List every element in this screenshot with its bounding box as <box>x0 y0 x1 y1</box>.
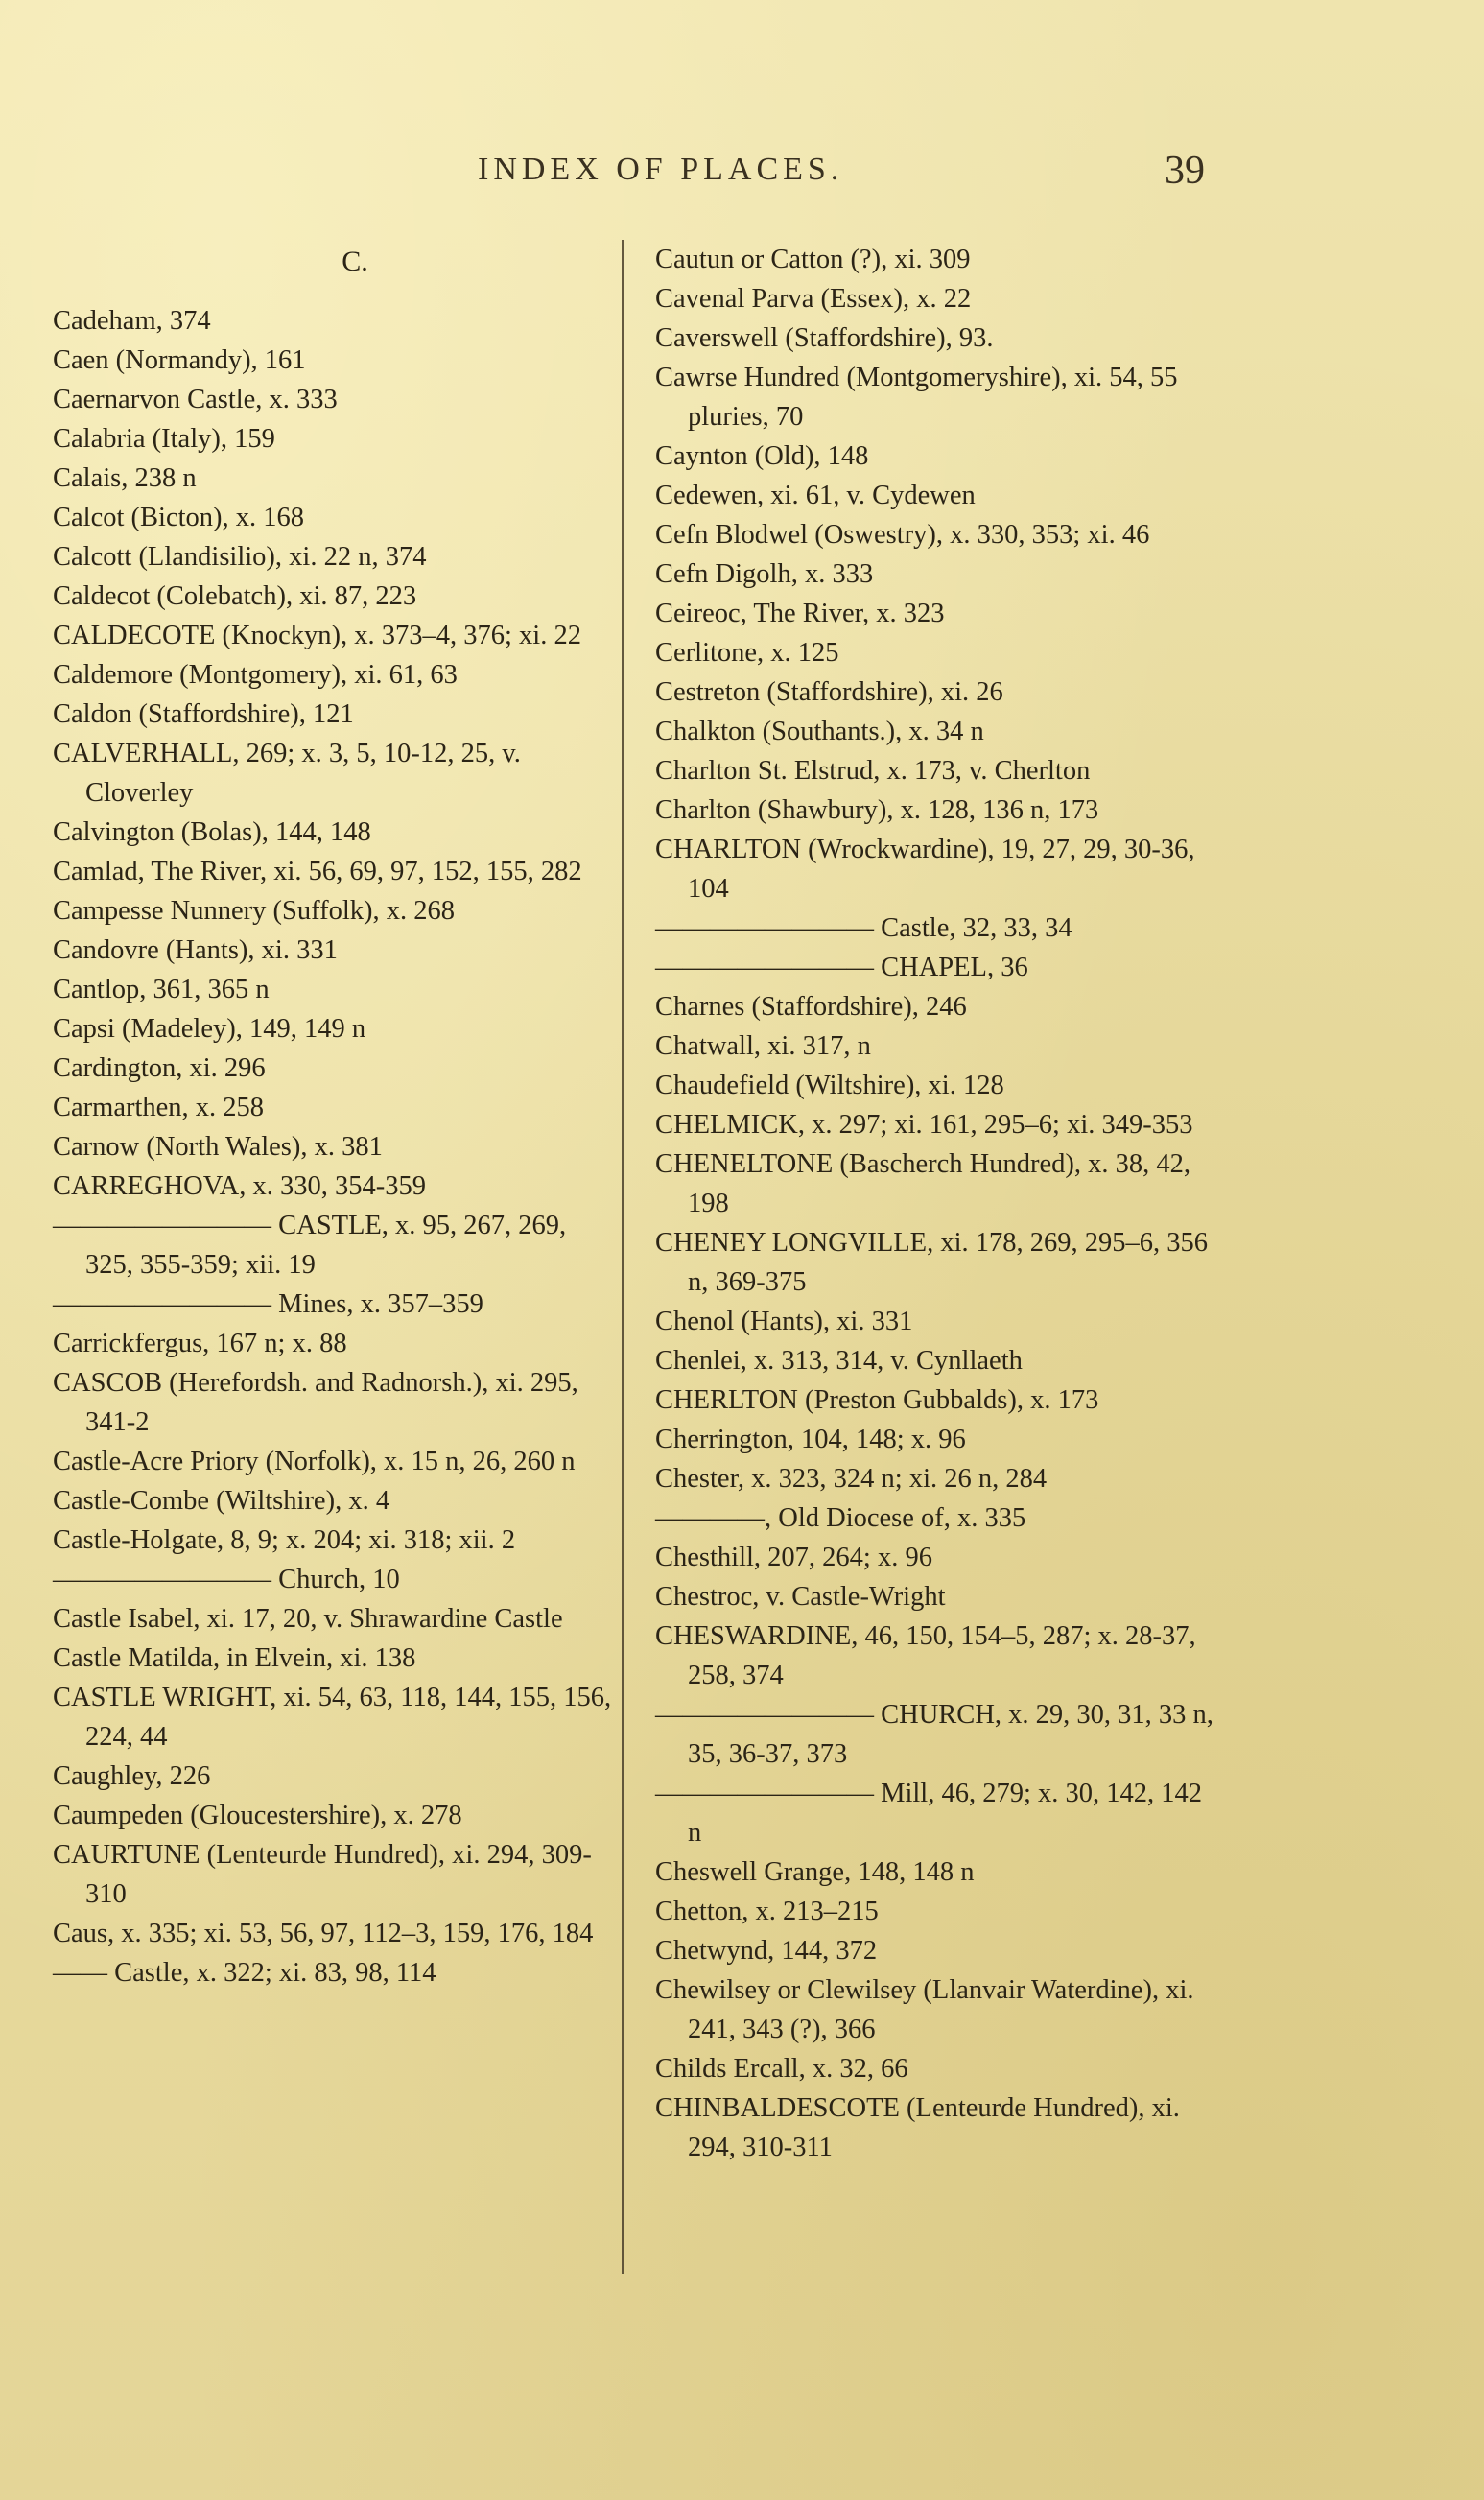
index-entry: Chetwynd, 144, 372 <box>655 1936 878 1966</box>
column-divider <box>622 240 624 2274</box>
index-entry: CALVERHALL, 269; x. 3, 5, 10-12, 25, v. Cloverley <box>53 739 521 808</box>
index-entry: Caldon (Staffordshire), 121 <box>53 699 354 729</box>
index-entry: Caus, x. 335; xi. 53, 56, 97, 112–3, 159, 176, 184 <box>53 1919 594 1948</box>
index-entry: Candovre (Hants), xi. 331 <box>53 935 338 965</box>
index-entry: Calvington (Bolas), 144, 148 <box>53 817 371 847</box>
index-entry: Caldemore (Montgomery), xi. 61, 63 <box>53 660 458 690</box>
index-entry: Cherrington, 104, 148; x. 96 <box>655 1425 966 1454</box>
index-entry: Caen (Normandy), 161 <box>53 345 306 375</box>
page-header <box>0 149 1484 200</box>
index-entry: Cefn Blodwel (Oswestry), x. 330, 353; xi. 46 <box>655 520 1150 550</box>
index-entry: Castle Matilda, in Elvein, xi. 138 <box>53 1643 416 1673</box>
index-entry: Cedewen, xi. 61, v. Cydewen <box>655 481 976 510</box>
index-entry: Campesse Nunnery (Suffolk), x. 268 <box>53 896 455 926</box>
index-entry: Camlad, The River, xi. 56, 69, 97, 152, 155, 282 <box>53 857 582 886</box>
index-entry: CHERLTON (Preston Gubbalds), x. 173 <box>655 1385 1099 1415</box>
index-entry: Cantlop, 361, 365 n <box>53 975 270 1004</box>
left-column <box>53 238 619 1993</box>
index-entry: Chewilsey or Clewilsey (Llanvair Waterdine), xi. 241, 343 (?), 366 <box>655 1975 1194 2044</box>
index-entry: CHENEY LONGVILLE, xi. 178, 269, 295–6, 356 n, 369-375 <box>655 1228 1209 1297</box>
index-entry: ———————— CHAPEL, 36 <box>655 953 1028 982</box>
index-entry: CALDECOTE (Knockyn), x. 373–4, 376; xi. 22 <box>53 621 581 650</box>
index-entry: CHINBALDESCOTE (Lenteurde Hundred), xi. 294, 310-311 <box>655 2093 1180 2162</box>
index-entry: Caynton (Old), 148 <box>655 441 869 471</box>
index-entry: Calcott (Llandisilio), xi. 22 n, 374 <box>53 542 427 572</box>
index-entry: Carnow (North Wales), x. 381 <box>53 1132 383 1162</box>
index-entry: CASTLE WRIGHT, xi. 54, 63, 118, 144, 155, 156, 224, 44 <box>53 1683 612 1752</box>
index-entry: Calcot (Bicton), x. 168 <box>53 503 304 532</box>
index-entry: —— Castle, x. 322; xi. 83, 98, 114 <box>53 1958 436 1988</box>
index-entry: ———————— Castle, 32, 33, 34 <box>655 913 1072 943</box>
index-entry: Capsi (Madeley), 149, 149 n <box>53 1014 366 1044</box>
index-entry: Cautun or Catton (?), xi. 309 <box>655 245 971 274</box>
index-entry: Castle-Acre Priory (Norfolk), x. 15 n, 26, 260 n <box>53 1447 576 1476</box>
index-entry: Chestroc, v. Castle-Wright <box>655 1582 946 1612</box>
index-entry: CHELMICK, x. 297; xi. 161, 295–6; xi. 349-353 <box>655 1110 1193 1140</box>
index-entry: Chesthill, 207, 264; x. 96 <box>655 1543 932 1572</box>
index-entry: Cadeham, 374 <box>53 306 211 336</box>
index-entry: CHENELTONE (Bascherch Hundred), x. 38, 42, 198 <box>655 1149 1191 1218</box>
index-entry: Charlton St. Elstrud, x. 173, v. Cherlton <box>655 756 1091 786</box>
index-entry: Castle Isabel, xi. 17, 20, v. Shrawardine Castle <box>53 1604 563 1634</box>
index-entry: Ceireoc, The River, x. 323 <box>655 599 945 628</box>
index-entry: Chatwall, xi. 317, n <box>655 1031 871 1061</box>
index-entry: Carrickfergus, 167 n; x. 88 <box>53 1329 347 1358</box>
index-entry: Calabria (Italy), 159 <box>53 424 275 454</box>
index-entry: CHESWARDINE, 46, 150, 154–5, 287; x. 28-37, 258, 374 <box>655 1621 1196 1690</box>
index-entry: Cavenal Parva (Essex), x. 22 <box>655 284 972 314</box>
index-entry: Cawrse Hundred (Montgomeryshire), xi. 54, 55 pluries, 70 <box>655 363 1178 432</box>
index-entry: Chalkton (Southants.), x. 34 n <box>655 717 984 746</box>
index-entry: Cestreton (Staffordshire), xi. 26 <box>655 677 1003 707</box>
index-entry: Castle-Combe (Wiltshire), x. 4 <box>53 1486 390 1516</box>
index-entry: Chester, x. 323, 324 n; xi. 26 n, 284 <box>655 1464 1048 1494</box>
index-entry: Cefn Digolh, x. 333 <box>655 559 874 589</box>
index-entry: Cheswell Grange, 148, 148 n <box>655 1857 975 1887</box>
index-entry: Caldecot (Colebatch), xi. 87, 223 <box>53 581 417 611</box>
running-title: INDEX OF PLACES. <box>478 152 844 187</box>
section-letter: C. <box>342 246 368 277</box>
index-entry: ———————— Mines, x. 357–359 <box>53 1289 483 1319</box>
index-entry: CASCOB (Herefordsh. and Radnorsh.), xi. 295, 341-2 <box>53 1368 578 1437</box>
index-entry: Carmarthen, x. 258 <box>53 1093 265 1122</box>
index-entry: Charlton (Shawbury), x. 128, 136 n, 173 <box>655 795 1099 825</box>
index-entry: Chetton, x. 213–215 <box>655 1897 879 1926</box>
index-entry: Caernarvon Castle, x. 333 <box>53 385 338 414</box>
index-entry: ———————— Church, 10 <box>53 1565 400 1594</box>
index-entry: ———————— CHURCH, x. 29, 30, 31, 33 n, 35, 36-37, 373 <box>655 1700 1213 1769</box>
index-entry: Castle-Holgate, 8, 9; x. 204; xi. 318; xii. 2 <box>53 1525 516 1555</box>
index-entry: Cardington, xi. 296 <box>53 1053 266 1083</box>
index-entry: CHARLTON (Wrockwardine), 19, 27, 29, 30-36, 104 <box>655 835 1195 904</box>
index-entry: Chaudefield (Wiltshire), xi. 128 <box>655 1071 1004 1100</box>
index-entry: Chenol (Hants), xi. 331 <box>655 1307 913 1336</box>
index-entry: ———————— CASTLE, x. 95, 267, 269, 325, 355-359; xii. 19 <box>53 1211 567 1280</box>
index-entry: Caumpeden (Gloucestershire), x. 278 <box>53 1801 462 1830</box>
index-entry: ———————— Mill, 46, 279; x. 30, 142, 142 n <box>655 1779 1203 1848</box>
index-entry: ————, Old Diocese of, x. 335 <box>655 1503 1026 1533</box>
right-column <box>655 240 1221 2167</box>
index-entry: Caughley, 226 <box>53 1761 211 1791</box>
index-entry: CAURTUNE (Lenteurde Hundred), xi. 294, 309-310 <box>53 1840 592 1909</box>
index-entry: Calais, 238 n <box>53 463 197 493</box>
index-entry: Charnes (Staffordshire), 246 <box>655 992 967 1022</box>
index-entry: Chenlei, x. 313, 314, v. Cynllaeth <box>655 1346 1023 1376</box>
index-entry: Cerlitone, x. 125 <box>655 638 839 668</box>
page-number: 39 <box>1165 149 1205 193</box>
index-entry: CARREGHOVA, x. 330, 354-359 <box>53 1171 426 1201</box>
index-entry: Childs Ercall, x. 32, 66 <box>655 2054 908 2084</box>
index-entry: Caverswell (Staffordshire), 93. <box>655 323 994 353</box>
